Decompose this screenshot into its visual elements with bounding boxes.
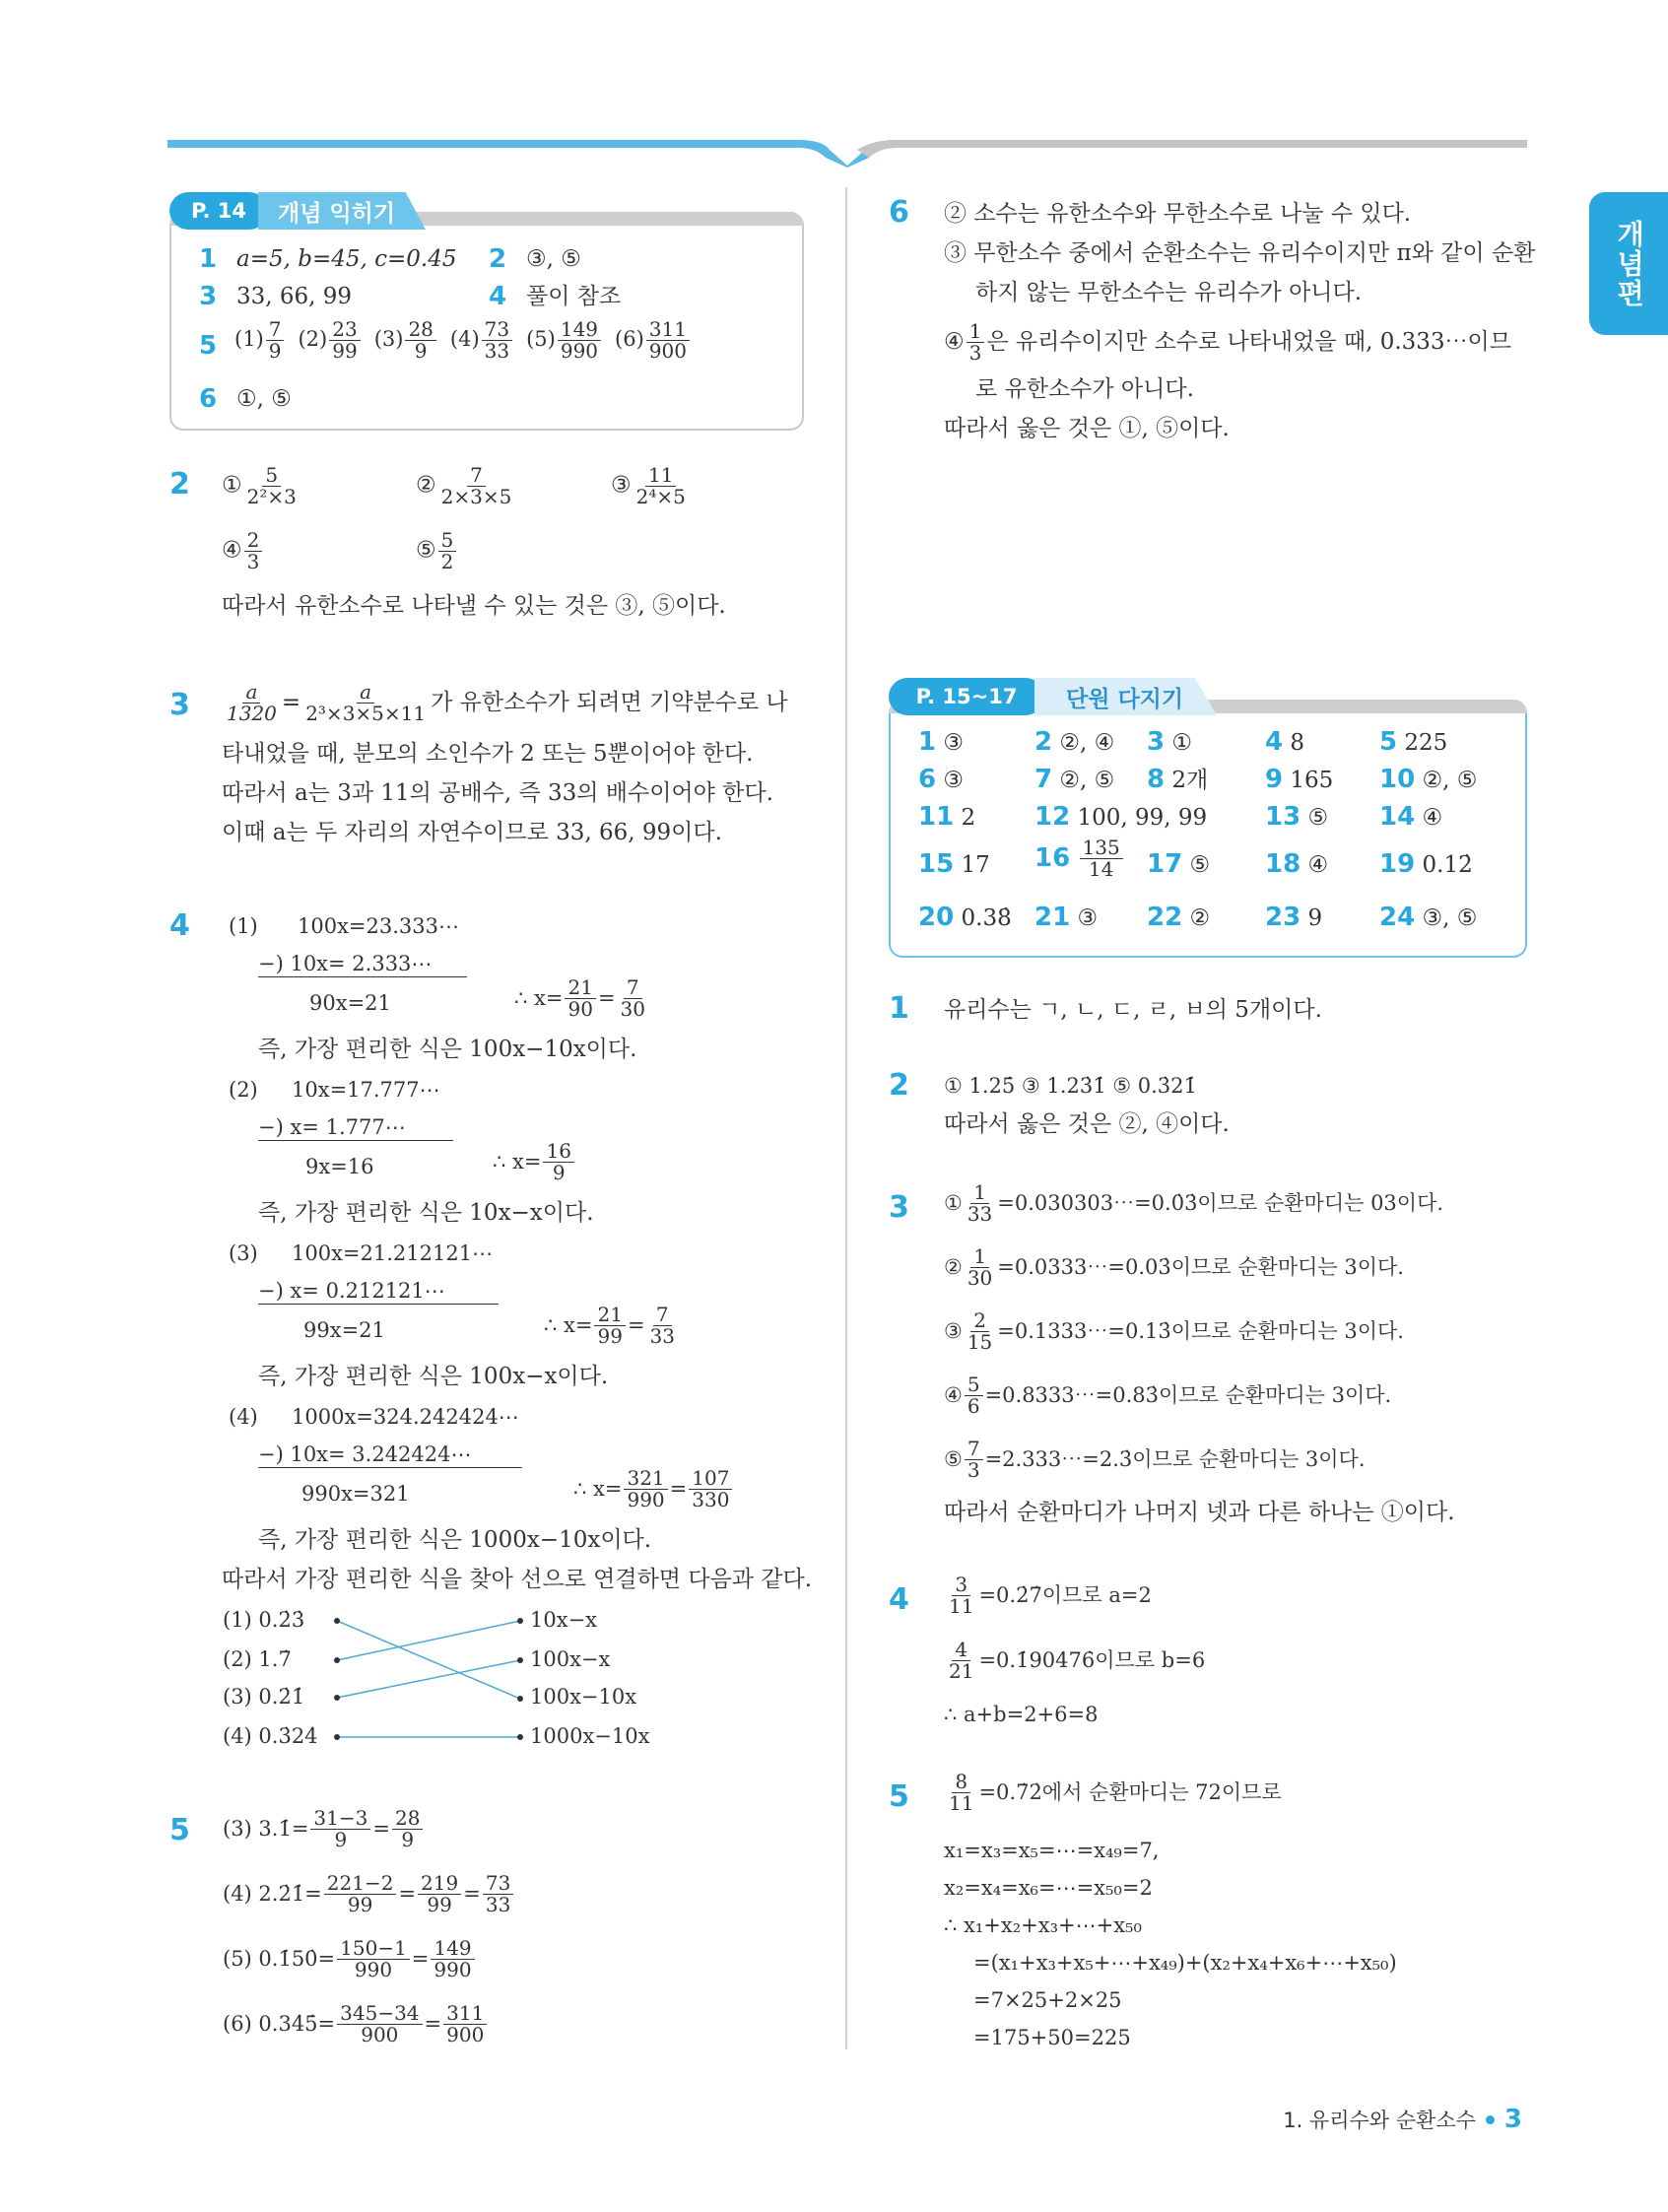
match-right-item: 1000x−10x [530, 1724, 650, 1748]
q3-number: 3 [169, 688, 190, 722]
box1-a2-number: 2 [489, 244, 507, 274]
a5-item: (5) $\frac{149}{990}$ [526, 319, 603, 362]
r4-line2: $\frac{4}{21}$ =0.1̇90476̇이므로 b=6 [949, 1638, 1206, 1683]
q4-part-conclusion: 즉, 가장 편리한 식은 1000x−10x이다. [258, 1527, 652, 1553]
q2-item: ① $\frac{5}{\text{2²×3}}$ [222, 463, 297, 508]
r4-line1: $\frac{3}{11}$ =0.2̇7̇이므로 a=2 [949, 1573, 1152, 1618]
answer-cell: 24 ③, ⑤ [1379, 903, 1478, 932]
box1-title: 개념 익히기 [278, 200, 396, 227]
q4-part-label: (3) [229, 1241, 258, 1265]
section-tab-label: 개념편 [1613, 219, 1646, 308]
box2-page-badge: P. 15~17 [889, 678, 1044, 715]
box1-a3-text: 33, 66, 99 [236, 284, 353, 309]
box1-a1-text: a=5, b=45, c=0.45 [236, 246, 457, 272]
match-left-item: (1) 0.2̇3̇ [223, 1608, 305, 1632]
r1-number: 1 [889, 991, 909, 1026]
answer-cell: 14 ④ [1379, 802, 1443, 832]
answer-cell: 5 225 [1379, 727, 1448, 757]
answer-cell: 17 ⑤ [1147, 849, 1211, 879]
answer-cell: 19 0.12̇ [1379, 849, 1473, 879]
answer-cell: 10 ②, ⑤ [1379, 765, 1478, 794]
q4-part-conclusion: 즉, 가장 편리한 식은 100x−x이다. [258, 1364, 609, 1389]
answer-cell: 12 100, 99, 99 [1034, 802, 1208, 832]
q4-part-label: (2) [229, 1078, 258, 1102]
q2-item: ④ $\frac{2}{3}$ [222, 530, 264, 572]
answer-cell: 23 9 [1265, 903, 1323, 932]
box2-title: 단원 다지기 [1066, 686, 1184, 712]
answer-cell: 8 2개 [1147, 765, 1209, 794]
a5-item: (2) $\frac{23}{99}$ [298, 319, 362, 362]
answer-cell: 18 ④ [1265, 849, 1329, 879]
r5-line1: $\frac{8}{11}$ =0.7̇2̇에서 순환마디는 72이므로 [949, 1770, 1282, 1815]
q2-number: 2 [169, 467, 190, 502]
box1-a5-list [234, 319, 692, 362]
r3-item: ② $\frac{1}{30}$ =0.0333⋯=0.03̇이므로 순환마디는 3이다. [944, 1244, 1404, 1290]
r1-text: 유리수는 ㄱ, ㄴ, ㄷ, ㄹ, ㅂ의 5개이다. [944, 997, 1322, 1023]
box1-a4-text: 풀이 참조 [526, 284, 622, 309]
q4-part-answer: ∴ x= $\frac{21}{90}$ = $\frac{7}{30}$ [514, 975, 645, 1021]
box1-a4-number: 4 [489, 282, 507, 311]
answer-cell: 3 ① [1147, 727, 1193, 757]
answer-cell: 7 ②, ⑤ [1034, 765, 1115, 794]
q5-item: (4) 2.2̇1̇= $\frac{221-2}{99}$ = $\frac{219}{99}$ = $\frac{73}{33}$ [223, 1873, 515, 1915]
box1-a3-number: 3 [199, 282, 218, 311]
a5-item: (4) $\frac{73}{33}$ [450, 319, 514, 362]
r5-line3: x₂=x₄=x₆=⋯=x₅₀=2 [944, 1876, 1153, 1900]
answer-cell: 9 165 [1265, 765, 1334, 794]
q4-part-top: 100x=21.212121⋯ [292, 1241, 494, 1265]
q4-part-top: 100x=23.333⋯ [298, 914, 460, 938]
r3-item: ⑤ $\frac{7}{3}$ =2.333⋯=2.3̇이므로 순환마디는 3이다. [944, 1437, 1366, 1482]
q4-part-res: 9x=16 [305, 1155, 374, 1178]
q4-number: 4 [169, 908, 190, 943]
r5-line7: =175+50=225 [973, 2026, 1131, 2049]
a5-item: (3) $\frac{28}{9}$ [374, 319, 438, 362]
answer-cell: 22 ② [1147, 903, 1211, 932]
box1-a2-text: ③, ⑤ [526, 246, 581, 272]
match-right-item: 100x−x [530, 1647, 611, 1671]
q3-line3: 따라서 a는 3과 11의 공배수, 즉 33의 배수이어야 한다. [222, 780, 773, 806]
q4-part-answer: ∴ x= $\frac{16}{9}$ [493, 1141, 576, 1183]
q2-item: ③ $\frac{11}{\text{2⁴×5}}$ [611, 463, 686, 508]
r5-number: 5 [889, 1779, 909, 1814]
q5-item: (6) 0.34̇5̇= $\frac{345-34}{900}$ = $\frac{311}{900}$ [223, 2003, 489, 2045]
answer-cell: 11 2 [918, 802, 976, 832]
q2-item: ② $\frac{7}{2\times 3\times 5}$ [416, 463, 512, 508]
q4-part-sub: −) x= 1.777⋯ [258, 1115, 453, 1141]
q4-conclusion: 따라서 가장 편리한 식을 찾아 선으로 연결하면 다음과 같다. [222, 1567, 813, 1592]
q4-part-res: 99x=21 [303, 1318, 385, 1342]
box1-a6-number: 6 [199, 384, 218, 414]
answer-cell: 2 ②, ④ [1034, 727, 1115, 757]
r3-conclusion: 따라서 순환마디가 나머지 넷과 다른 하나는 ①이다. [944, 1500, 1455, 1525]
r3-number: 3 [889, 1190, 909, 1225]
answer-cell: 21 ③ [1034, 903, 1099, 932]
answer-cell: 13 ⑤ [1265, 802, 1329, 832]
bullet-icon [1486, 2115, 1495, 2124]
r5-line5: =(x₁+x₃+x₅+⋯+x₄₉)+(x₂+x₄+x₆+⋯+x₅₀) [973, 1951, 1397, 1975]
r3-item: ③ $\frac{2}{15}$ =0.1333⋯=0.13̇이므로 순환마디는 3이다. [944, 1308, 1404, 1354]
q4-part-sub: −) x= 0.212121⋯ [258, 1279, 499, 1305]
q6-number: 6 [889, 195, 909, 230]
match-left-item: (3) 0.2̇1̇ [223, 1685, 305, 1709]
match-right-item: 100x−10x [530, 1685, 637, 1709]
q6-line5: 로 유한소수가 아니다. [975, 376, 1194, 402]
q6-line3: 하지 않는 무한소수는 유리수가 아니다. [975, 280, 1363, 305]
q4-part-label: (4) [229, 1405, 258, 1429]
r4-line3: ∴ a+b=2+6=8 [944, 1703, 1099, 1726]
q6-line1: ② 소수는 유한소수와 무한소수로 나눌 수 있다. [944, 201, 1412, 227]
r3-item: ① $\frac{1}{33}$ =0.030303⋯=0.0̇3̇이므로 순환마디는 03이다. [944, 1180, 1444, 1226]
section-tab [1589, 192, 1668, 335]
q4-part-res: 90x=21 [309, 991, 391, 1015]
q6-line2: ③ 무한소수 중에서 순환소수는 유리수이지만 π와 같이 순환 [944, 240, 1536, 266]
answer-cell: 16 $\frac{135}{14}$ [1034, 838, 1125, 880]
match-left-item: (2) 1.7̇ [223, 1647, 292, 1671]
q3-line4: 이때 a는 두 자리의 자연수이므로 33, 66, 99이다. [222, 820, 722, 845]
answer-cell: 6 ③ [918, 765, 965, 794]
box1-page-badge: P. 14 [169, 192, 268, 230]
q2-conclusion: 따라서 유한소수로 나타낼 수 있는 것은 ③, ⑤이다. [222, 593, 726, 619]
q5-number: 5 [169, 1813, 190, 1847]
q4-part-label: (1) [229, 914, 258, 938]
box1-a5-number: 5 [199, 331, 218, 361]
box1-a1-number: 1 [199, 244, 218, 274]
a5-item: (1) $\frac{7}{9}$ [234, 319, 286, 362]
q3-line2: 타내었을 때, 분모의 소인수가 2 또는 5뿐이어야 한다. [222, 741, 754, 767]
r3-item: ④ $\frac{5}{6}$ =0.8333⋯=0.83̇이므로 순환마디는 3이다. [944, 1373, 1392, 1418]
r5-line4: ∴ x₁+x₂+x₃+⋯+x₅₀ [944, 1913, 1142, 1937]
r4-number: 4 [889, 1582, 909, 1617]
r2-line2: 따라서 옳은 것은 ②, ④이다. [944, 1111, 1230, 1137]
top-header-bar [167, 136, 1527, 168]
box1-a6-text: ①, ⑤ [236, 386, 292, 412]
q6-line4: ④ $\frac{1}{3}$ 은 유리수이지만 소수로 나타내었을 때, 0.333⋯이므 [944, 319, 1511, 365]
page-footer [1283, 2105, 1522, 2134]
r5-line2: x₁=x₃=x₅=⋯=x₄₉=7, [944, 1839, 1160, 1862]
q4-part-top: 10x=17.777⋯ [292, 1078, 440, 1102]
q6-line6: 따라서 옳은 것은 ①, ⑤이다. [944, 416, 1230, 441]
column-divider [845, 187, 847, 2049]
q3-line1: $\frac{a}{1320}$ = $\frac{a}{\text{2³×3×5×11}}$ 가 유한소수가 되려면 기약분수로 나 [227, 680, 788, 725]
q4-part-sub: −) 10x= 3.242424⋯ [258, 1442, 522, 1468]
r5-line6: =7×25+2×25 [973, 1988, 1122, 2012]
match-right-item: 10x−x [530, 1608, 598, 1632]
q4-part-conclusion: 즉, 가장 편리한 식은 10x−x이다. [258, 1200, 594, 1226]
matching-lines [325, 1606, 532, 1754]
answer-cell: 4 8 [1265, 727, 1305, 757]
q2-item: ⑤ $\frac{5}{2}$ [416, 530, 458, 572]
q5-item: (5) 0.1̇50̇= $\frac{150-1}{990}$ = $\frac{149}{990}$ [223, 1938, 477, 1980]
page-number: 3 [1503, 2105, 1522, 2134]
r2-line1: ① 1.25̇ ③ 1.23̇1̇ ⑤ 0.3̇21̇ [944, 1074, 1197, 1098]
q4-part-conclusion: 즉, 가장 편리한 식은 100x−10x이다. [258, 1037, 637, 1062]
q4-part-res: 990x=321 [301, 1482, 410, 1506]
answer-cell: 1 ③ [918, 727, 965, 757]
q4-part-answer: ∴ x= $\frac{21}{99}$ = $\frac{7}{33}$ [544, 1303, 675, 1348]
q4-part-top: 1000x=324.242424⋯ [292, 1405, 519, 1429]
q4-part-answer: ∴ x= $\frac{321}{990}$ = $\frac{107}{330}$ [573, 1468, 734, 1510]
r2-number: 2 [889, 1068, 909, 1103]
q4-part-sub: −) 10x= 2.333⋯ [258, 952, 467, 977]
answer-cell: 20 0.38̇ [918, 903, 1012, 932]
match-left-item: (4) 0.3̇24̇ [223, 1724, 318, 1748]
chapter-title: 1. 유리수와 순환소수 [1283, 2109, 1476, 2132]
answer-cell: 15 17 [918, 849, 990, 879]
a5-item: (6) $\frac{311}{900}$ [615, 319, 692, 362]
q5-item: (3) 3.1̇= $\frac{31-3}{9}$ = $\frac{28}{9}$ [223, 1808, 425, 1850]
